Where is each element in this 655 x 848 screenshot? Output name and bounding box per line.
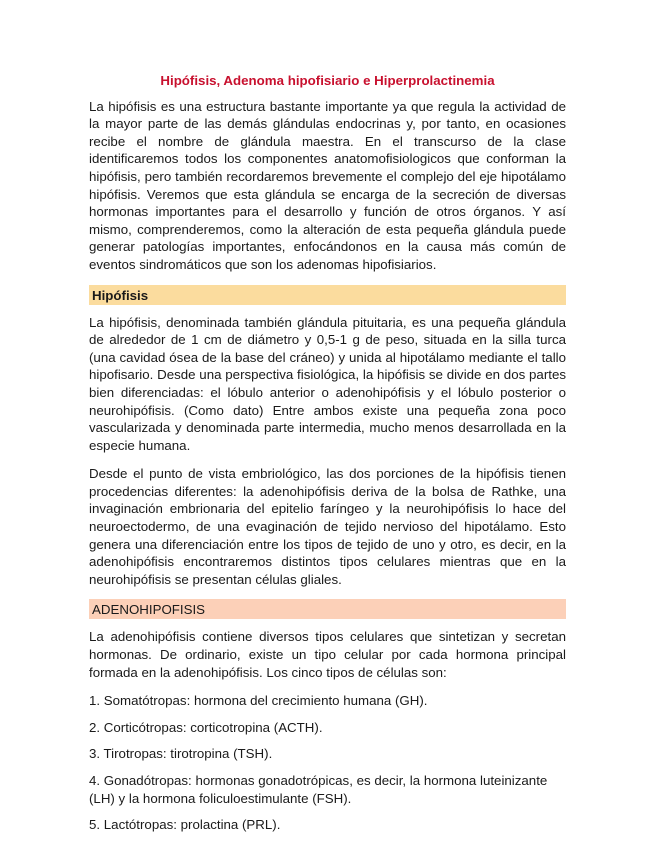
adenohipofisis-paragraph-1: La adenohipófisis contiene diversos tipos celulares que sintetizan y secretan hormonas. De ordinario, existe un tipo celular por cada hormona principal formada en la adenohipófisis. Los cinco tipos de células son: xyxy=(89,629,566,680)
document-page xyxy=(89,72,566,843)
document-title: Hipófisis, Adenoma hipofisiario e Hiperprolactinemia xyxy=(160,73,495,88)
section-heading-hipofisis: Hipófisis xyxy=(89,285,566,305)
list-item: 1. Somatótropas: hormona del crecimiento humana (GH). xyxy=(89,693,428,709)
hipofisis-paragraph-2: Desde el punto de vista embriológico, las dos porciones de la hipófisis tienen procedencias diferentes: la adenohipófisis deriva de la bolsa de Rathke, una invaginación embrionaria del epitelio faríngeo y la neurohipófisis lo hace del neuroectodermo, de una evaginación de tejido nervioso del hipotálamo. Esto genera una diferenciación entre los tipos de tejido de uno y otro, es decir, en la adenohipófisis encontraremos distintos tipos celulares mientras que en la neurohipófisis se presentan células gliales. xyxy=(89,466,566,587)
section-heading-adenohipofisis: ADENOHIPOFISIS xyxy=(89,599,566,619)
intro-paragraph: La hipófisis es una estructura bastante importante ya que regula la actividad de la mayor parte de las demás glándulas endocrinas y, por tanto, en ocasiones recibe el nombre de glándula maestra. En el transcurso de la clase identificaremos todos los componentes anatomofisiologicos que conforman la hipófisis, pero también recordaremos brevemente el complejo del eje hipotálamo hipófisis. Veremos que esta glándula se encarga de la secreción de diversas hormonas importantes para el desarrollo y función de otros órganos. Y así mismo, comprenderemos, como la alteración de esta pequeña glándula puede generar patologías importantes, enfocándonos en la causa más común de eventos sindromáticos que son los adenomas hipofisiarios. xyxy=(89,98,566,272)
hipofisis-paragraph-1: La hipófisis, denominada también glándula pituitaria, es una pequeña glándula de alrededor de 1 cm de diámetro y 0,5-1 g de peso, situada en la silla turca (una cavidad ósea de la base del cráneo) y unida al hipotálamo mediante el tallo hipofisario. Desde una perspectiva fisiológica, la hipófisis se divide en dos partes bien diferenciadas: el lóbulo anterior o adenohipófisis y el lóbulo posterior o neurohipófisis. (Como dato) Entre ambos existe una pequeña zona poco vascularizada y denominada parte intermedia, mucho menos desarrollada en la especie humana. xyxy=(89,314,566,453)
list-item: 5. Lactótropas: prolactina (PRL). xyxy=(89,817,281,833)
cell-types-list xyxy=(89,692,566,834)
list-item: 4. Gonadótropas: hormonas gonadotrópicas, es decir, la hormona luteinizante (LH) y la hormona foliculoestimulante (FSH). xyxy=(89,773,548,806)
list-item: 2. Corticótropas: corticotropina (ACTH). xyxy=(89,719,323,735)
list-item: 3. Tirotropas: tirotropina (TSH). xyxy=(89,746,273,762)
